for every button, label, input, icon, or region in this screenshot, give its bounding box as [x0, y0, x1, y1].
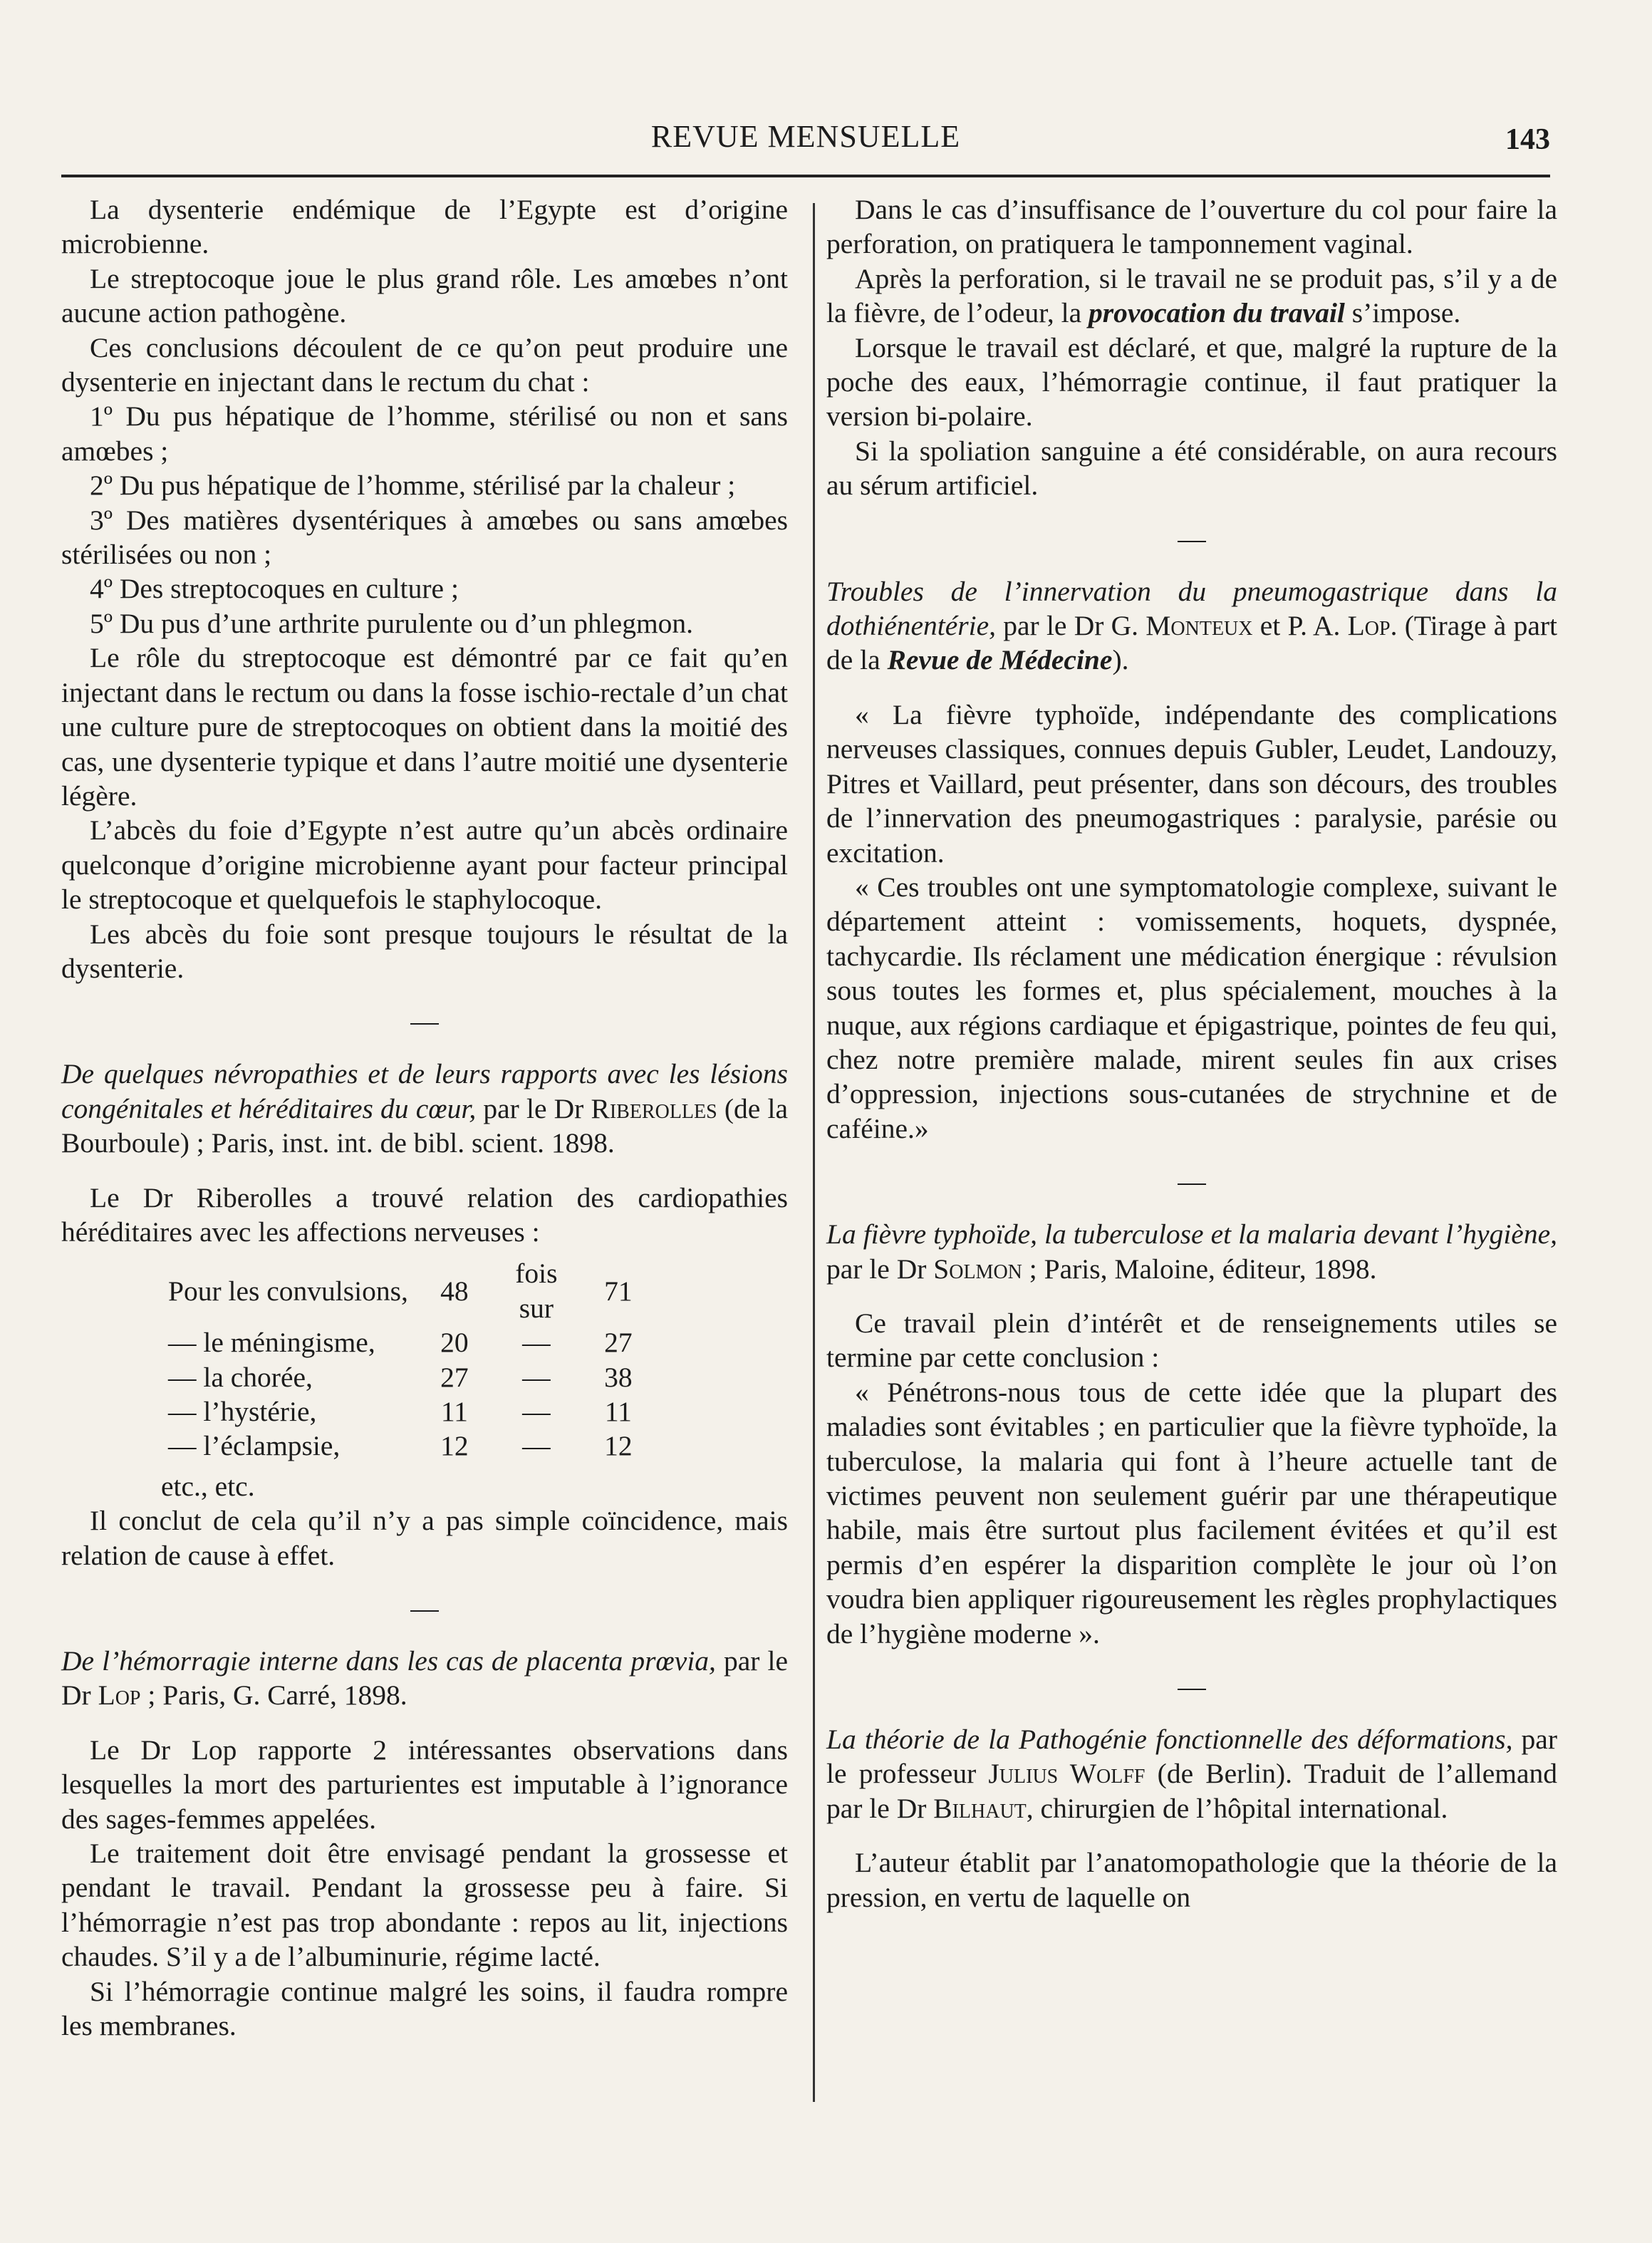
table-cell: 20: [440, 1327, 469, 1359]
reference-title: De l’hémorragie interne dans les cas de placenta prœvia,: [61, 1645, 716, 1677]
table-cell: —: [522, 1361, 551, 1393]
paragraph: Dans le cas d’insuffisance de l’ouverture du col pour faire la perforation, on pratiquera le tamponnement vaginal.: [826, 194, 1557, 260]
table-continuation: etc., etc.: [161, 1470, 255, 1502]
table-cell: — le méningisme,: [168, 1327, 375, 1359]
emphasis-text: provocation du travail: [1089, 297, 1345, 329]
table-row: [161, 1360, 658, 1394]
table-cell: — l’éclampsie,: [168, 1430, 341, 1462]
table-cell: 71: [604, 1275, 633, 1307]
reference-text: ; Paris, Maloine, éditeur, 1898.: [1022, 1253, 1377, 1285]
paragraph: L’abcès du foie d’Egypte n’est autre qu’un abcès ordinaire quelconque d’origine microbienne ayant pour facteur principal le streptocoque et quelquefois le staphylocoque.: [61, 814, 788, 916]
table-row: [161, 1394, 658, 1429]
reference-text: par le Dr: [996, 610, 1111, 642]
table-cell: —: [522, 1396, 551, 1427]
reference-text: ; Paris, G. Carré, 1898.: [140, 1679, 407, 1711]
table-cell: —: [522, 1327, 551, 1359]
table-cell: fois sur: [515, 1258, 558, 1324]
reference-author: Bilhaut: [933, 1792, 1027, 1824]
reference-text: ).: [1112, 644, 1129, 676]
table-cell: — l’hystérie,: [168, 1396, 317, 1427]
bibliographic-reference: [826, 1217, 1557, 1286]
section-separator: —: [410, 1592, 439, 1625]
paragraph: « La fièvre typhoïde, indépendante des complications nerveuses classiques, connues depuis Gubler, Leudet, Landouzy, Pitres et Vaillard, peut présenter, dans son décours, des troubles de l’innervation des pneumogastriques : paralysie, parésie ou excitation.: [826, 698, 1557, 869]
paragraph: L’auteur établit par l’anatomopathologie que la théorie de la pression, en vertu de laquelle on: [826, 1847, 1557, 1913]
table-cell: 11: [604, 1396, 632, 1427]
reference-text: (de Berlin). Traduit de l’allemand par le Dr: [826, 1758, 1557, 1824]
bibliographic-reference: [61, 1057, 788, 1160]
table-cell: 48: [440, 1275, 469, 1307]
reference-author: P. A. Lop: [1287, 610, 1391, 642]
reference-author: Julius Wolff: [988, 1758, 1146, 1790]
table-cell: 11: [440, 1396, 468, 1427]
table-row: [161, 1256, 658, 1325]
table-cell: 38: [604, 1361, 633, 1393]
table-cell: — la chorée,: [168, 1361, 313, 1393]
section-separator: —: [410, 1005, 439, 1037]
reference-author: Riberolles: [591, 1092, 717, 1124]
section-separator: —: [1178, 522, 1206, 554]
reference-title: La théorie de la Pathogénie fonctionnelle des déformations,: [826, 1724, 1513, 1756]
reference-title: Troubles de l’innervation du pneumogastrique dans la dothiénentérie,: [826, 575, 1557, 642]
paragraph: « Pénétrons-nous tous de cette idée que la plupart des maladies sont évitables ; en particulier que la fièvre typhoïde, la tuberculose, la malaria qui font à l’heure actuelle tant de victimes peuvent non seulement guérir par une thérapeutique habile, mais être surtout plus facilement évitées et qu’il est permis d’en espérer la disparition complète le jour où l’on voudra bien appliquer rigoureusement les règles prophylactiques de l’hygiène moderne ».: [826, 1376, 1557, 1649]
page-header: [61, 107, 1550, 177]
statistics-table: [161, 1256, 658, 1463]
table-row: [161, 1325, 658, 1359]
bibliographic-reference: [826, 1722, 1557, 1825]
reference-author: Solmon: [933, 1253, 1022, 1285]
list-item: 5º Du pus d’une arthrite purulente ou d’un phlegmon.: [90, 607, 694, 639]
reference-text: . (Tirage à part de la: [826, 610, 1557, 676]
paragraph: Ces conclusions découlent de ce qu’on peut produire une dysenterie en injectant dans le rectum du chat :: [61, 331, 788, 398]
paragraph: Le Dr Riberolles a trouvé relation des cardiopathies héréditaires avec les affections nerveuses :: [61, 1181, 788, 1248]
paragraph: Ce travail plein d’intérêt et de renseignements utiles se termine par cette conclusion :: [826, 1307, 1557, 1374]
paragraph: La dysenterie endémique de l’Egypte est d’origine microbienne.: [61, 194, 788, 260]
list-item: 2º Du pus hépatique de l’homme, stérilisé par la chaleur ;: [90, 470, 736, 502]
right-column: [826, 192, 1557, 1915]
reference-title: De quelques névropathies et de leurs rapports avec les lésions congénitales et héréditaires du cœur,: [61, 1058, 788, 1124]
paragraph-text: s’impose.: [1344, 297, 1461, 329]
journal-title: REVUE MENSUELLE: [650, 119, 961, 154]
reference-text: (de la Bourboule) ; Paris, inst. int. de bibl. scient. 1898.: [61, 1092, 788, 1159]
reference-text: par le professeur: [826, 1724, 1557, 1790]
reference-text: , chirurgien de l’hôpital international.: [1026, 1792, 1448, 1824]
paragraph: Le traitement doit être envisagé pendant la grossesse et pendant le travail. Pendant la grossesse peu à faire. Si l’hémorragie n’est pas trop abondante : repos au lit, injections chaudes. S’il y a de l’albuminurie, régime lacté.: [61, 1838, 788, 1973]
list-item: 1º Du pus hépatique de l’homme, stérilisé ou non et sans amœbes ;: [61, 400, 788, 467]
paragraph: Si la spoliation sanguine a été considérable, on aura recours au sérum artificiel.: [826, 435, 1557, 502]
journal-name: Revue de Médecine: [887, 644, 1113, 676]
reference-author: G. Monteux: [1111, 610, 1253, 642]
list-item: 4º Des streptocoques en culture ;: [90, 573, 459, 605]
paragraph: [826, 261, 1557, 331]
bibliographic-reference: [826, 574, 1557, 678]
table-cell: 27: [440, 1361, 469, 1393]
paragraph: Le rôle du streptocoque est démontré par ce fait qu’en injectant dans le rectum ou dans la fosse ischio-rectale d’un chat une culture pure de streptocoques on obtient dans la moitié des cas, une dysenterie typique et dans l’autre moitié une dysenterie légère.: [61, 642, 788, 812]
reference-text: par le Dr: [826, 1253, 934, 1285]
paragraph: « Ces troubles ont une symptomatologie complexe, suivant le département atteint : vomissements, hoquets, dyspnée, tachycardie. Ils réclament une médication énergique : révulsion sous toutes les formes et, plus spécialement, mouches à la nuque, aux régions cardiaque et épigastrique, pointes de feu qui, chez notre première malade, mirent seules fin aux crises d’oppression, injections sous-cutanées de strychnine et de caféine.»: [826, 871, 1557, 1144]
table-cell: —: [522, 1430, 551, 1462]
reference-text: et: [1252, 610, 1288, 642]
table-cell: 12: [604, 1430, 633, 1462]
paragraph: Le streptocoque joue le plus grand rôle. Les amœbes n’ont aucune action pathogène.: [61, 262, 788, 329]
reference-text: par le Dr: [61, 1645, 788, 1711]
paragraph: Le Dr Lop rapporte 2 intéressantes observations dans lesquelles la mort des parturientes est imputable à l’ignorance des sages-femmes appelées.: [61, 1734, 788, 1835]
list-item: 3º Des matières dysentériques à amœbes ou sans amœbes stérilisées ou non ;: [61, 504, 788, 571]
section-separator: —: [1178, 1671, 1206, 1703]
table-cell: 12: [440, 1430, 469, 1462]
page-number: 143: [1505, 123, 1550, 156]
reference-text: par le Dr: [476, 1092, 591, 1124]
paragraph: Il conclut de cela qu’il n’y a pas simple coïncidence, mais relation de cause à effet.: [61, 1505, 788, 1571]
table-row: [161, 1429, 658, 1463]
paragraph: Lorsque le travail est déclaré, et que, malgré la rupture de la poche des eaux, l’hémorragie continue, il faut pratiquer la version bi-polaire.: [826, 331, 1557, 432]
paragraph: Si l’hémorragie continue malgré les soins, il faudra rompre les membranes.: [61, 1975, 788, 2042]
table-cell: Pour les convulsions,: [168, 1275, 408, 1307]
left-column: [61, 192, 788, 2043]
bibliographic-reference: [61, 1644, 788, 1713]
section-separator: —: [1178, 1166, 1206, 1198]
table-cell: 27: [604, 1327, 633, 1359]
reference-title: La fièvre typhoïde, la tuberculose et la malaria devant l’hygiène,: [826, 1218, 1557, 1250]
paragraph: Les abcès du foie sont presque toujours le résultat de la dysenterie.: [61, 918, 788, 984]
column-divider: [813, 203, 815, 2102]
reference-author: Lop: [98, 1679, 141, 1711]
paragraph-text: Après la perforation, si le travail ne se produit pas, s’il y a de la fièvre, de l’odeur, la: [826, 262, 1557, 329]
